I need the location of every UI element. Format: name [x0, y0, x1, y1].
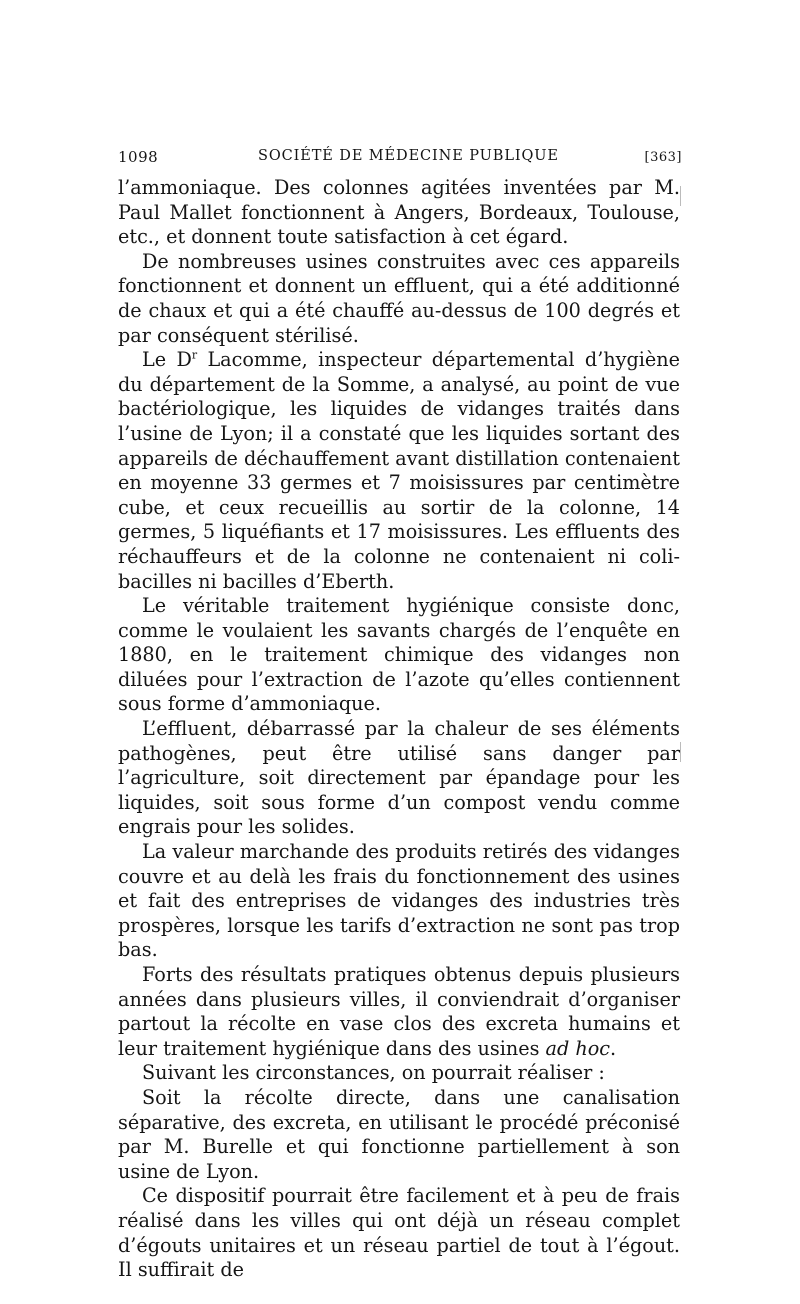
paragraph-7 — [118, 963, 680, 1061]
paragraph-3-rest: Lacomme, inspecteur départemental d’hygiène du département de la Somme, a analysé, au point de vue bactériologique, les liquides de vidanges traités dans l’usine de Lyon; il a constaté que les liquides sortant des appareils de déchauffement avant distillation contenaient en moyenne 33 germes et 7 moisissures par centimètre cube, et ceux recueillis au sortir de la colonne, 14 germes, 5 liquéfiants et 17 moisissures. Les effluents des réchauffeurs et de la colonne ne contenaient ni coli-bacilles ni bacilles d’Eberth. — [118, 348, 680, 593]
ad-hoc-italic: ad hoc — [545, 1036, 611, 1060]
paragraph-4: Le véritable traitement hygiénique consiste donc, comme le voulaient les savants chargés de l’enquête en 1880, en le traitement chimique des vidanges non diluées pour l’extraction de l’azote qu’elles contiennent sous forme d’ammoniaque. — [118, 594, 680, 716]
paragraph-7-end: . — [610, 1036, 617, 1060]
paragraph-1: l’ammoniaque. Des colonnes agitées inventées par M. Paul Mallet fonctionnent à Angers, Bordeaux, Toulouse, etc., et donnent toute satisfaction à cet égard. — [118, 176, 680, 249]
running-head — [118, 146, 680, 176]
doctor-abbreviation-superscript: r — [191, 348, 198, 362]
running-title: SOCIÉTÉ DE MÉDECINE PUBLIQUE — [258, 148, 559, 164]
page-number: 1098 — [118, 148, 159, 166]
body-text — [118, 176, 680, 1283]
paragraph-9: Soit la récolte directe, dans une canalisation séparative, des excreta, en utilisant le procédé préconisé par M. Burelle et qui fonctionne partiellement à son usine de Lyon. — [118, 1085, 680, 1183]
paragraph-7-start: Forts des résultats pratiques obtenus depuis plusieurs années dans plusieurs villes, il conviendrait d’organiser partout la récolte en vase clos des excreta humains et leur traitement hygiénique dans des usines — [118, 963, 680, 1060]
paragraph-6: La valeur marchande des produits retirés des vidanges couvre et au delà les frais du fonctionnement des usines et fait des entreprises de vidanges des industries très prospères, lorsque les tarifs d’extraction ne sont pas trop bas. — [118, 840, 680, 962]
paragraph-3 — [118, 348, 680, 594]
paragraph-8: Suivant les circonstances, on pourrait réaliser : — [142, 1061, 605, 1085]
book-page — [118, 146, 680, 1283]
paragraph-5: L’effluent, débarrassé par la chaleur de ses éléments pathogènes, peut être utilisé sans danger par l’agriculture, soit directement par épandage pour les liquides, soit sous forme d’un compost vendu comme engrais pour les solides. — [118, 717, 680, 839]
paragraph-10: Ce dispositif pourrait être facilement et à peu de frais réalisé dans les villes qui ont déjà un réseau complet d’égouts unitaires et un réseau partiel de tout à l’égout. Il suffirait de — [118, 1184, 680, 1282]
paragraph-3-start: Le D — [142, 348, 192, 372]
paragraph-2: De nombreuses usines construites avec ces appareils fonctionnent et donnent un effluent, qui a été additionné de chaux et qui a été chauffé au-dessus de 100 degrés et par conséquent stérilisé. — [118, 249, 680, 347]
margin-scan-mark — [680, 186, 681, 206]
page-marker: [363] — [644, 150, 682, 165]
margin-scan-mark — [680, 742, 681, 762]
